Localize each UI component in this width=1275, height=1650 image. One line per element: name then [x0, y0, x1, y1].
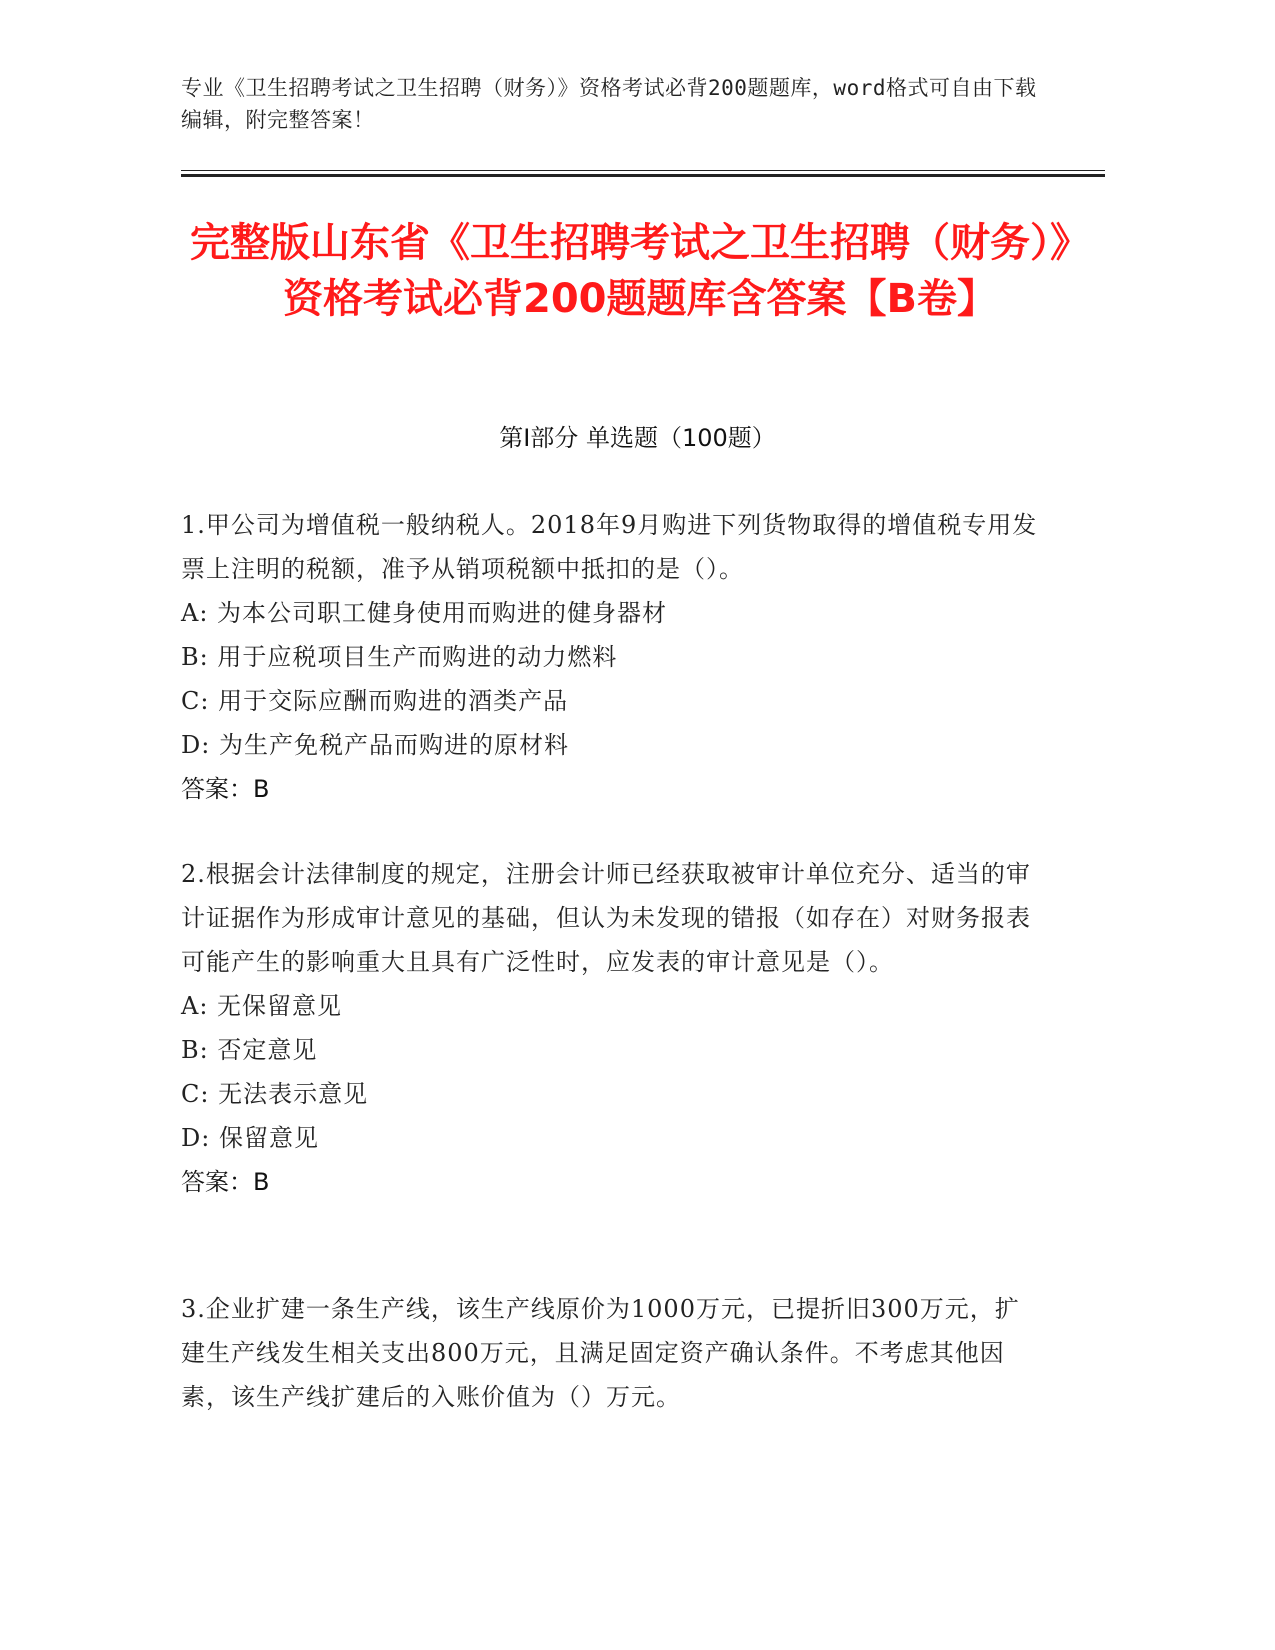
- question-2: [181, 852, 1041, 1204]
- document-title: 完整版山东省《卫生招聘考试之卫生招聘（财务）》资格考试必背200题题库含答案【B卷】: [190, 220, 1090, 322]
- option-d: D: 保留意见: [181, 1124, 319, 1152]
- header-divider-thin: [181, 170, 1105, 171]
- question-1: [181, 503, 1041, 811]
- option-a: A: 无保留意见: [181, 992, 343, 1020]
- option-a: A: 为本公司职工健身使用而购进的健身器材: [181, 599, 668, 627]
- question-3: [181, 1287, 1041, 1419]
- answer: 答案：B: [181, 775, 270, 803]
- question-stem: 3.企业扩建一条生产线，该生产线原价为1000万元，已提折旧300万元，扩建生产线发生相关支出800万元，且满足固定资产确认条件。不考虑其他因素，该生产线扩建后的入账价值为（）万元。: [181, 1295, 1020, 1411]
- answer: 答案：B: [181, 1168, 270, 1196]
- option-b: B: 用于应税项目生产而购进的动力燃料: [181, 643, 618, 671]
- option-b: B: 否定意见: [181, 1036, 318, 1064]
- question-stem: 1.甲公司为增值税一般纳税人。2018年9月购进下列货物取得的增值税专用发票上注明的税额，准予从销项税额中抵扣的是（）。: [181, 511, 1038, 583]
- option-c: C: 用于交际应酬而购进的酒类产品: [181, 687, 569, 715]
- section-title: 第I部分 单选题（100题）: [499, 424, 776, 452]
- header-divider-thick: [181, 174, 1105, 177]
- option-d: D: 为生产免税产品而购进的原材料: [181, 731, 569, 759]
- header-note: 专业《卫生招聘考试之卫生招聘（财务）》资格考试必背200题题库，word格式可自由下载编辑，附完整答案！: [181, 76, 1037, 132]
- option-c: C: 无法表示意见: [181, 1080, 369, 1108]
- question-stem: 2.根据会计法律制度的规定，注册会计师已经获取被审计单位充分、适当的审计证据作为形成审计意见的基础，但认为未发现的错报（如存在）对财务报表可能产生的影响重大且具有广泛性时，应发表的审计意见是（）。: [181, 860, 1031, 976]
